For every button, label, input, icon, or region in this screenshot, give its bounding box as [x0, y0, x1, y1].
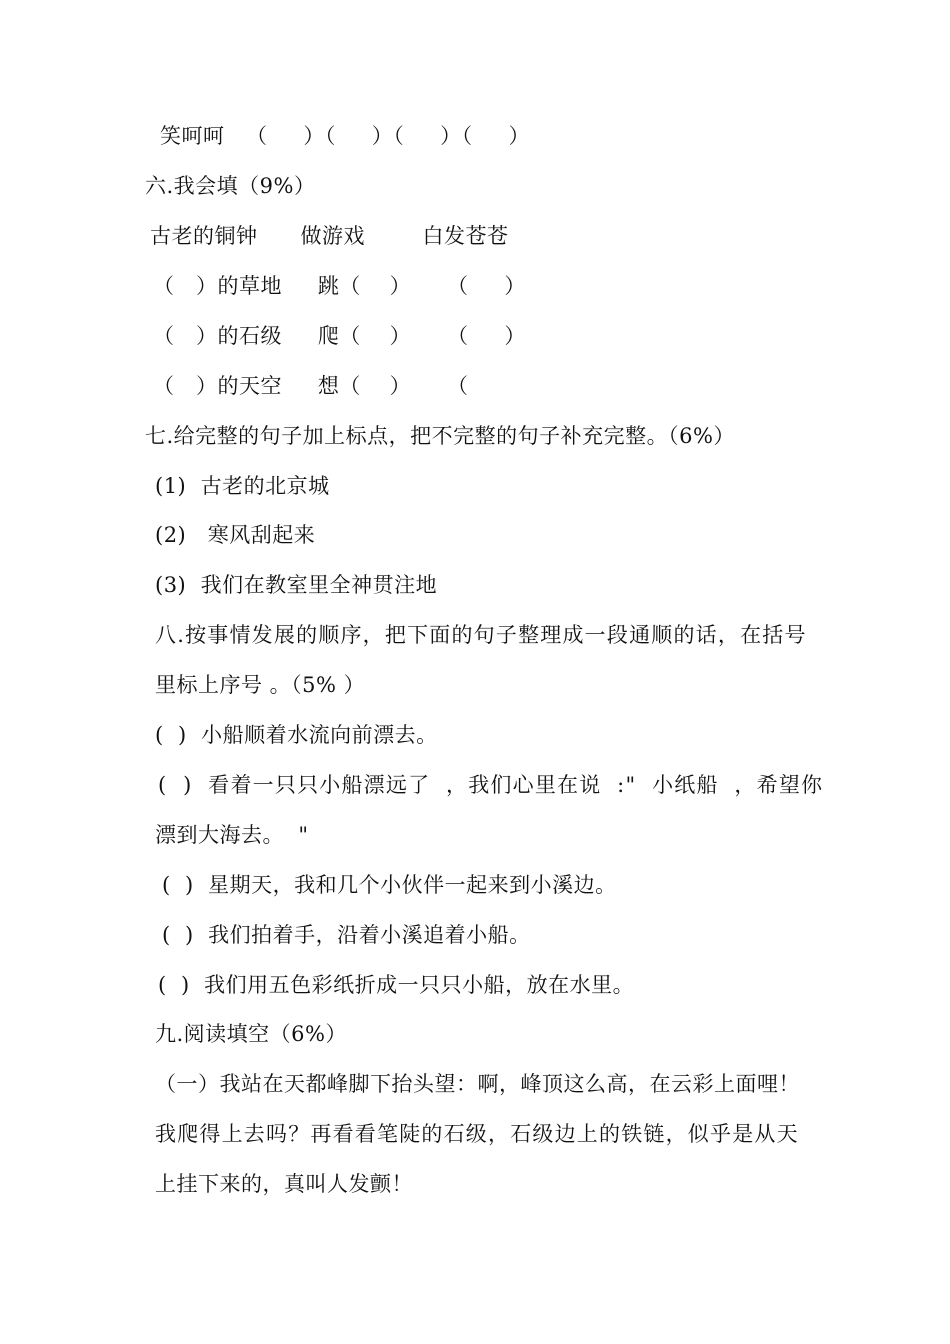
sentence-item-2: (2) 寒风刮起来 — [155, 523, 316, 547]
order-item-2-cont: 漂到大海去。 " — [155, 823, 309, 847]
order-item-5: ( ) 我们用五色彩纸折成一只只小船，放在水里。 — [158, 973, 635, 997]
fill-row-1: （ ）的草地 跳（ ） （ ） — [153, 274, 526, 298]
section-9-heading: 九.阅读填空（6%） — [155, 1022, 347, 1046]
order-item-2: ( ) 看着一只只小船漂远了 ，我们心里在说 :" 小纸船 ，希望你 — [158, 773, 824, 797]
reading-passage-line-1: （一）我站在天都峰脚下抬头望：啊，峰顶这么高，在云彩上面哩！ — [155, 1072, 800, 1096]
section-8-heading-cont: 里标上序号 。（5% ） — [155, 673, 366, 697]
section-6-heading: 六.我会填（9%） — [145, 174, 316, 198]
fill-header-row: 古老的铜钟 做游戏 白发苍苍 — [150, 224, 509, 248]
reading-passage-line-3: 上挂下来的，真叫人发颤！ — [155, 1172, 413, 1196]
section-8-heading: 八.按事情发展的顺序，把下面的句子整理成一段通顺的话，在括号 — [155, 623, 807, 647]
order-item-4: ( ) 我们拍着手，沿着小溪追着小船。 — [162, 923, 531, 947]
order-item-1: ( ) 小船顺着水流向前漂去。 — [155, 723, 438, 747]
text-line-laughing: 笑呵呵 （ ）（ ）（ ）（ ） — [160, 124, 531, 148]
order-item-3: ( ) 星期天，我和几个小伙伴一起来到小溪边。 — [162, 873, 617, 897]
reading-passage-line-2: 我爬得上去吗？再看看笔陡的石级，石级边上的铁链，似乎是从天 — [155, 1122, 799, 1146]
fill-row-3: （ ）的天空 想（ ） （ — [153, 374, 469, 398]
sentence-item-1: (1) 古老的北京城 — [155, 474, 330, 498]
sentence-item-3: (3) 我们在教室里全神贯注地 — [155, 573, 438, 597]
fill-row-2: （ ）的石级 爬（ ） （ ） — [153, 324, 526, 348]
section-7-heading: 七.给完整的句子加上标点，把不完整的句子补充完整。（6%） — [145, 424, 735, 448]
